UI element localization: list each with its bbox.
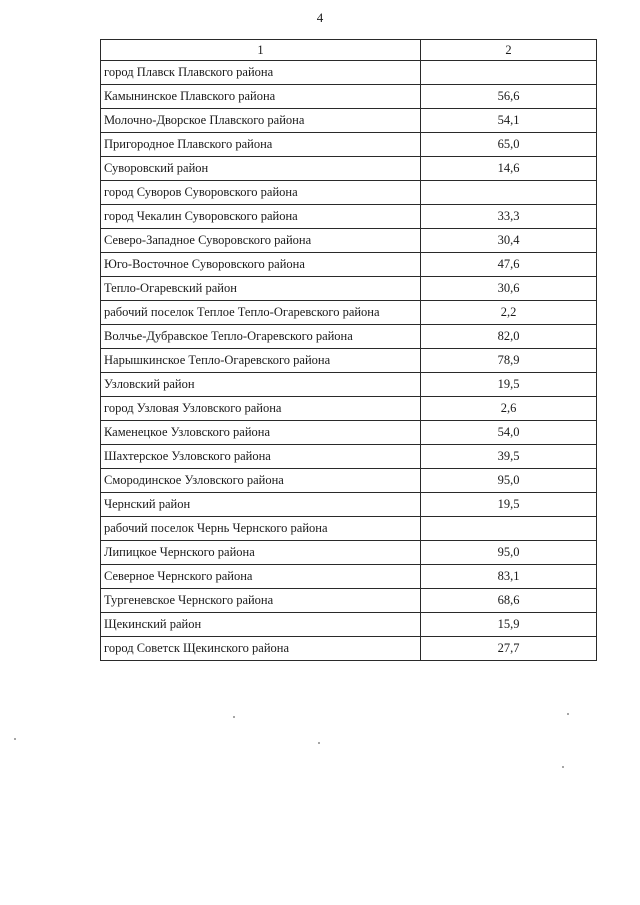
row-name: Камынинское Плавского района xyxy=(101,85,421,109)
row-name: город Советск Щекинского района xyxy=(101,637,421,661)
table-row xyxy=(101,205,597,229)
table-row xyxy=(101,469,597,493)
table-row xyxy=(101,85,597,109)
table-row xyxy=(101,565,597,589)
row-value: 95,0 xyxy=(421,469,597,493)
row-value: 39,5 xyxy=(421,445,597,469)
row-value xyxy=(421,181,597,205)
row-value: 19,5 xyxy=(421,493,597,517)
row-value: 14,6 xyxy=(421,157,597,181)
row-value: 30,4 xyxy=(421,229,597,253)
table-row xyxy=(101,61,597,85)
row-name: Пригородное Плавского района xyxy=(101,133,421,157)
table-header-row xyxy=(101,40,597,61)
row-value: 78,9 xyxy=(421,349,597,373)
table-row xyxy=(101,349,597,373)
row-value: 83,1 xyxy=(421,565,597,589)
row-value: 19,5 xyxy=(421,373,597,397)
row-value: 54,1 xyxy=(421,109,597,133)
row-value: 68,6 xyxy=(421,589,597,613)
row-name: Липицкое Чернского района xyxy=(101,541,421,565)
row-value: 33,3 xyxy=(421,205,597,229)
table-row xyxy=(101,541,597,565)
row-name: Суворовский район xyxy=(101,157,421,181)
row-name: Северо-Западное Суворовского района xyxy=(101,229,421,253)
table-row xyxy=(101,421,597,445)
column-header-2: 2 xyxy=(421,40,597,61)
row-value: 56,6 xyxy=(421,85,597,109)
row-value: 82,0 xyxy=(421,325,597,349)
scan-speck xyxy=(567,713,569,715)
scan-speck xyxy=(233,716,235,718)
table-row xyxy=(101,277,597,301)
row-name: Смородинское Узловского района xyxy=(101,469,421,493)
row-name: город Плавск Плавского района xyxy=(101,61,421,85)
row-name: Тепло-Огаревский район xyxy=(101,277,421,301)
row-name: Шахтерское Узловского района xyxy=(101,445,421,469)
row-name: город Чекалин Суворовского района xyxy=(101,205,421,229)
row-value: 27,7 xyxy=(421,637,597,661)
table-row xyxy=(101,589,597,613)
row-value: 2,6 xyxy=(421,397,597,421)
scan-speck xyxy=(14,738,16,740)
row-name: Щекинский район xyxy=(101,613,421,637)
row-name: город Узловая Узловского района xyxy=(101,397,421,421)
table-row xyxy=(101,397,597,421)
row-name: рабочий поселок Чернь Чернского района xyxy=(101,517,421,541)
table-row xyxy=(101,109,597,133)
page-number: 4 xyxy=(316,10,324,25)
table-row xyxy=(101,445,597,469)
row-name: Каменецкое Узловского района xyxy=(101,421,421,445)
table-row xyxy=(101,133,597,157)
row-name: Нарышкинское Тепло-Огаревского района xyxy=(101,349,421,373)
row-name: Северное Чернского района xyxy=(101,565,421,589)
row-value: 30,6 xyxy=(421,277,597,301)
row-name: Чернский район xyxy=(101,493,421,517)
row-name: Молочно-Дворское Плавского района xyxy=(101,109,421,133)
row-name: Волчье-Дубравское Тепло-Огаревского района xyxy=(101,325,421,349)
table-row xyxy=(101,253,597,277)
table-row xyxy=(101,181,597,205)
row-value: 95,0 xyxy=(421,541,597,565)
row-value xyxy=(421,61,597,85)
scan-speck xyxy=(318,742,320,744)
row-name: рабочий поселок Теплое Тепло-Огаревского района xyxy=(101,301,421,325)
row-name: Юго-Восточное Суворовского района xyxy=(101,253,421,277)
column-header-1: 1 xyxy=(101,40,421,61)
row-name: Тургеневское Чернского района xyxy=(101,589,421,613)
row-name: Узловский район xyxy=(101,373,421,397)
row-value: 15,9 xyxy=(421,613,597,637)
table-row xyxy=(101,637,597,661)
table-row xyxy=(101,493,597,517)
table-row xyxy=(101,301,597,325)
scan-speck xyxy=(562,766,564,768)
row-value: 65,0 xyxy=(421,133,597,157)
table-row xyxy=(101,229,597,253)
table-row xyxy=(101,517,597,541)
table-row xyxy=(101,373,597,397)
data-table xyxy=(100,39,597,661)
row-value xyxy=(421,517,597,541)
table-row xyxy=(101,325,597,349)
row-value: 54,0 xyxy=(421,421,597,445)
row-value: 2,2 xyxy=(421,301,597,325)
row-name: город Суворов Суворовского района xyxy=(101,181,421,205)
table-row xyxy=(101,157,597,181)
table-row xyxy=(101,613,597,637)
row-value: 47,6 xyxy=(421,253,597,277)
